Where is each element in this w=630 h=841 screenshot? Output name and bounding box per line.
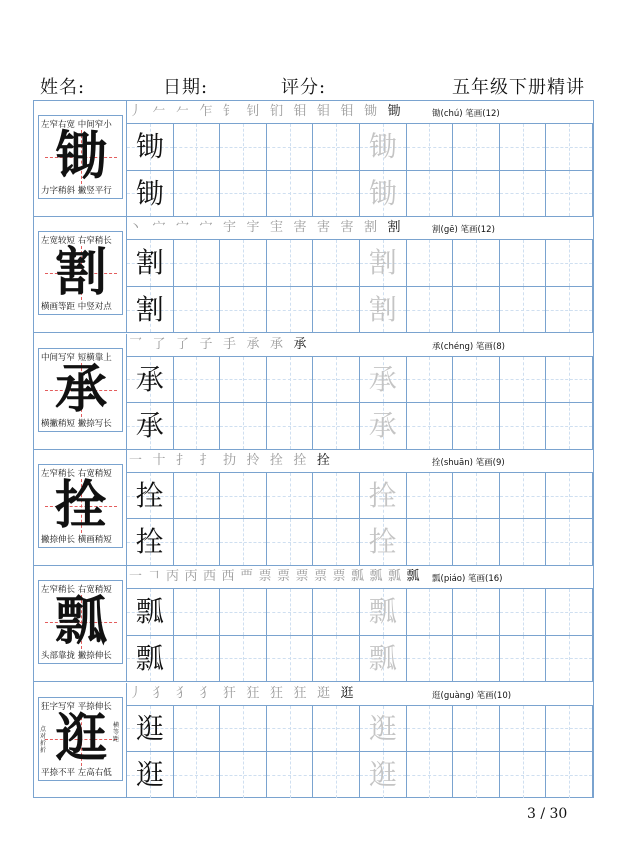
practice-cell[interactable] [453,170,500,217]
stroke-step: 扌 [199,452,213,468]
tip-bottom: 平捺不平 左高右低 [41,767,112,778]
char-tip-box [38,348,123,432]
stroke-step: 𠃍 [147,569,161,585]
example-character: 承 [135,362,164,396]
stroke-step: 宇 [246,220,260,236]
practice-grid [127,356,593,449]
char-tip-box [38,580,123,664]
stroke-step: 宀 [152,220,166,236]
char-meta: 承(chéng) 笔画(8) [432,341,505,352]
stroke-step: 瓢 [406,569,420,585]
stroke-step: 犴 [223,685,237,701]
char-block [34,450,593,566]
stroke-step: 钼 [293,104,307,119]
practice-cell[interactable] [174,518,221,565]
char-meta: 锄(chú) 笔画(12) [432,109,500,119]
practice-cell[interactable] [453,123,500,170]
stroke-step: 钼 [340,104,354,119]
practice-cell[interactable] [313,356,360,403]
char-tip-panel [34,217,127,332]
practice-cell[interactable] [267,286,314,333]
practice-cell[interactable] [407,239,454,286]
stroke-step: 拎 [246,452,260,468]
tip-bottom: 撇捺伸长 横画稍短 [41,534,112,545]
stroke-order-row [129,217,439,239]
practice-cell[interactable] [220,472,267,519]
practice-cell[interactable] [500,239,547,286]
stroke-step: 丶 [129,220,143,236]
stroke-step: 了 [152,336,166,352]
stroke-step: 拴 [293,452,307,468]
practice-cell[interactable] [174,472,221,519]
char-meta: 拴(shuān) 笔画(9) [432,457,505,468]
stroke-step: 狂 [270,685,284,701]
char-block [34,683,593,799]
practice-cell[interactable] [360,402,407,449]
example-character: 逛 [135,758,164,791]
example-character: 割 [135,292,164,326]
practice-cell[interactable] [407,751,454,798]
practice-cell[interactable] [127,356,174,403]
practice-cell[interactable] [453,635,500,682]
practice-cell[interactable] [500,356,547,403]
practice-grid [127,588,593,681]
stroke-step: 乍 [199,104,213,119]
stroke-step: 一 [129,452,143,468]
char-tip-box [38,697,123,781]
practice-cell[interactable] [360,170,407,217]
stroke-step: 狂 [293,685,307,701]
stroke-step: 丙 [166,569,180,585]
practice-cell[interactable] [546,472,593,519]
stroke-step: 害 [293,220,307,236]
model-character: 割 [54,242,107,304]
practice-cell[interactable] [174,402,221,449]
trace-character: 瓢 [368,595,397,629]
practice-cell[interactable] [127,402,174,449]
example-character: 瓢 [135,641,164,675]
practice-cell[interactable] [453,588,500,635]
practice-cell[interactable] [313,170,360,217]
practice-cell[interactable] [500,286,547,333]
model-character: 拴 [54,474,107,536]
practice-cell[interactable] [407,518,454,565]
stroke-step: 宇 [223,220,237,236]
practice-cell[interactable] [267,751,314,798]
stroke-step: 乛 [129,336,143,352]
stroke-step: 拴 [317,452,331,468]
practice-cell[interactable] [546,356,593,403]
char-tip-panel [34,101,127,216]
practice-grid [127,123,593,216]
stroke-step: 票 [314,569,328,585]
practice-sheet [33,100,594,798]
practice-cell[interactable] [360,635,407,682]
practice-cell[interactable] [127,518,174,565]
char-tip-panel [34,566,127,681]
practice-cell[interactable] [500,751,547,798]
stroke-step: 𠂉 [176,104,190,119]
practice-cell[interactable] [313,472,360,519]
stroke-step: 承 [270,336,284,352]
tip-bottom: 力字稍斜 撇竖平行 [41,186,112,196]
practice-cell[interactable] [127,635,174,682]
char-block [34,566,593,682]
practice-cell[interactable] [267,705,314,752]
stroke-step: 逛 [340,685,354,701]
worksheet-header [0,73,630,103]
tip-top: 狂字写窄 平捺伸长 [41,701,112,712]
stroke-step: 票 [258,569,272,585]
practice-cell[interactable] [500,518,547,565]
tip-top: 左窄右宽 中间窄小 [41,120,112,130]
practice-cell[interactable] [267,170,314,217]
practice-cell[interactable] [500,588,547,635]
practice-cell[interactable] [313,286,360,333]
practice-cell[interactable] [267,635,314,682]
example-character: 逛 [135,711,164,745]
stroke-step: 覀 [240,569,254,585]
practice-cell[interactable] [453,286,500,333]
stroke-step: 扐 [223,452,237,468]
date-label: 日期: [163,77,209,98]
stroke-step: 丿 [129,104,143,119]
stroke-step: 承 [246,336,260,352]
stroke-step: 宀 [199,220,213,236]
practice-cell[interactable] [127,170,174,217]
practice-cell[interactable] [313,239,360,286]
char-tip-panel [34,683,127,798]
practice-cell[interactable] [407,472,454,519]
practice-cell[interactable] [127,123,174,170]
practice-cell[interactable] [360,751,407,798]
trace-character: 拴 [368,478,397,512]
char-tip-box [38,115,123,199]
practice-cell[interactable] [267,588,314,635]
practice-cell[interactable] [267,518,314,565]
score-label: 评分: [281,77,327,98]
stroke-order-row [129,334,439,356]
model-character: 锄 [54,126,107,187]
practice-cell[interactable] [267,402,314,449]
practice-cell[interactable] [453,356,500,403]
stroke-step: 犭 [176,685,190,701]
practice-cell[interactable] [267,123,314,170]
example-character: 拴 [135,478,164,512]
practice-cell[interactable] [127,286,174,333]
practice-cell[interactable] [313,518,360,565]
stroke-step: 钅 [223,104,237,119]
practice-cell[interactable] [360,705,407,752]
stroke-step: 票 [332,569,346,585]
practice-cell[interactable] [546,635,593,682]
practice-cell[interactable] [127,751,174,798]
practice-cell[interactable] [546,123,593,170]
practice-cell[interactable] [220,123,267,170]
stroke-step: 十 [152,452,166,468]
trace-character: 拴 [368,525,397,559]
char-block [34,217,593,333]
stroke-step: 丙 [184,569,198,585]
practice-cell[interactable] [174,286,221,333]
practice-cell[interactable] [174,751,221,798]
practice-cell[interactable] [360,518,407,565]
char-block [34,334,593,450]
stroke-step: 瓢 [369,569,383,585]
stroke-step: 扌 [176,452,190,468]
char-tip-box [38,231,123,315]
practice-cell[interactable] [313,123,360,170]
trace-character: 割 [368,246,397,280]
stroke-step: 割 [364,220,378,236]
example-character: 割 [135,246,164,280]
stroke-step: 锄 [364,104,378,119]
char-tip-box [38,464,123,548]
practice-cell[interactable] [267,356,314,403]
practice-cell[interactable] [174,635,221,682]
stroke-step: 票 [277,569,291,585]
stroke-step: 𠂉 [152,104,166,119]
stroke-step: 钔 [270,104,284,119]
char-meta: 瓢(piáo) 笔画(16) [432,574,503,585]
trace-character: 瓢 [368,641,397,675]
stroke-order-row [129,450,439,472]
practice-cell[interactable] [546,170,593,217]
tip-top: 左窄稍长 右宽稍短 [41,585,112,596]
practice-cell[interactable] [546,518,593,565]
practice-cell[interactable] [407,402,454,449]
tip-top: 左窄稍长 右宽稍短 [41,468,112,479]
char-meta: 逛(guàng) 笔画(10) [432,690,512,701]
practice-cell[interactable] [407,705,454,752]
stroke-step: 西 [203,569,217,585]
practice-grid [127,705,593,798]
trace-character: 锄 [368,130,397,163]
char-tip-panel [34,450,127,565]
practice-cell[interactable] [313,705,360,752]
stroke-step: 承 [293,336,307,352]
practice-cell[interactable] [546,286,593,333]
stroke-step: 瓢 [351,569,365,585]
practice-cell[interactable] [174,356,221,403]
practice-cell[interactable] [453,705,500,752]
side-note-right: 横等距 [113,721,120,743]
tip-bottom: 横撇稍短 撇捺写长 [41,418,112,429]
stroke-step: 宀 [176,220,190,236]
practice-cell[interactable] [407,123,454,170]
practice-cell[interactable] [360,472,407,519]
tip-top: 中间写窄 短横靠上 [41,352,112,363]
stroke-step: 手 [223,336,237,352]
practice-cell[interactable] [220,286,267,333]
practice-cell[interactable] [220,239,267,286]
practice-cell[interactable] [127,705,174,752]
practice-cell[interactable] [220,588,267,635]
practice-cell[interactable] [453,751,500,798]
practice-cell[interactable] [546,239,593,286]
stroke-step: 拴 [270,452,284,468]
name-label: 姓名: [40,77,86,98]
side-note-left: 点对折折 [40,725,47,754]
stroke-order-row [129,101,439,123]
practice-cell[interactable] [313,635,360,682]
tip-bottom: 头部靠拢 撇捺伸长 [41,651,112,662]
model-character: 瓢 [54,591,107,653]
stroke-step: 丿 [129,685,143,701]
stroke-step: 害 [340,220,354,236]
stroke-step: 票 [295,569,309,585]
stroke-step: 一 [129,569,143,585]
practice-cell[interactable] [500,472,547,519]
stroke-order-row [129,566,439,588]
tip-top: 左宽较短 右窄稍长 [41,236,112,247]
trace-character: 逛 [368,711,397,745]
practice-cell[interactable] [220,356,267,403]
model-character: 逛 [54,707,107,769]
practice-cell[interactable] [407,286,454,333]
example-character: 锄 [135,176,164,210]
trace-character: 割 [368,292,397,326]
trace-character: 逛 [368,758,397,791]
practice-cell[interactable] [174,705,221,752]
practice-cell[interactable] [453,239,500,286]
practice-cell[interactable] [407,588,454,635]
practice-cell[interactable] [360,239,407,286]
practice-cell[interactable] [267,472,314,519]
stroke-step: 钊 [246,104,260,119]
trace-character: 锄 [368,176,397,210]
stroke-step: 宔 [270,220,284,236]
practice-cell[interactable] [407,170,454,217]
practice-cell[interactable] [220,635,267,682]
practice-cell[interactable] [174,123,221,170]
stroke-step: 西 [221,569,235,585]
practice-cell[interactable] [407,356,454,403]
practice-cell[interactable] [453,472,500,519]
practice-cell[interactable] [220,751,267,798]
stroke-step: 钼 [317,104,331,119]
practice-cell[interactable] [360,356,407,403]
practice-cell[interactable] [127,588,174,635]
stroke-step: 了 [176,336,190,352]
stroke-step: 子 [199,336,213,352]
trace-character: 承 [368,409,397,443]
stroke-step: 害 [317,220,331,236]
stroke-step: 犭 [152,685,166,701]
practice-cell[interactable] [360,123,407,170]
book-title: 五年级下册精讲 [452,77,585,98]
stroke-step: 瓢 [388,569,402,585]
model-character: 承 [54,358,107,420]
example-character: 瓢 [135,595,164,629]
practice-cell[interactable] [174,170,221,217]
practice-cell[interactable] [127,472,174,519]
tip-bottom: 横画等距 中竖对点 [41,302,112,313]
practice-cell[interactable] [546,588,593,635]
example-character: 拴 [135,525,164,559]
practice-cell[interactable] [546,751,593,798]
practice-cell[interactable] [127,239,174,286]
practice-cell[interactable] [174,239,221,286]
practice-cell[interactable] [500,123,547,170]
practice-cell[interactable] [500,170,547,217]
practice-cell[interactable] [360,286,407,333]
char-block [34,101,593,217]
stroke-step: 狂 [246,685,260,701]
stroke-order-row [129,683,439,705]
example-character: 承 [135,409,164,443]
stroke-step: 犭 [199,685,213,701]
practice-grid [127,239,593,332]
practice-cell[interactable] [220,518,267,565]
page-number: 3 / 30 [527,806,568,822]
char-tip-panel [34,334,127,449]
practice-cell[interactable] [313,588,360,635]
stroke-step: 锄 [387,104,401,119]
stroke-step: 逛 [317,685,331,701]
char-meta: 割(gē) 笔画(12) [432,225,495,236]
practice-cell[interactable] [313,751,360,798]
practice-cell[interactable] [453,402,500,449]
practice-cell[interactable] [220,170,267,217]
practice-cell[interactable] [407,635,454,682]
practice-cell[interactable] [360,588,407,635]
practice-cell[interactable] [267,239,314,286]
practice-cell[interactable] [500,635,547,682]
practice-cell[interactable] [220,705,267,752]
practice-cell[interactable] [546,402,593,449]
practice-cell[interactable] [220,402,267,449]
trace-character: 承 [368,362,397,396]
practice-cell[interactable] [453,518,500,565]
practice-cell[interactable] [546,705,593,752]
practice-cell[interactable] [313,402,360,449]
stroke-step: 割 [387,220,401,236]
practice-cell[interactable] [500,705,547,752]
practice-grid [127,472,593,565]
example-character: 锄 [135,130,164,163]
practice-cell[interactable] [174,588,221,635]
practice-cell[interactable] [500,402,547,449]
